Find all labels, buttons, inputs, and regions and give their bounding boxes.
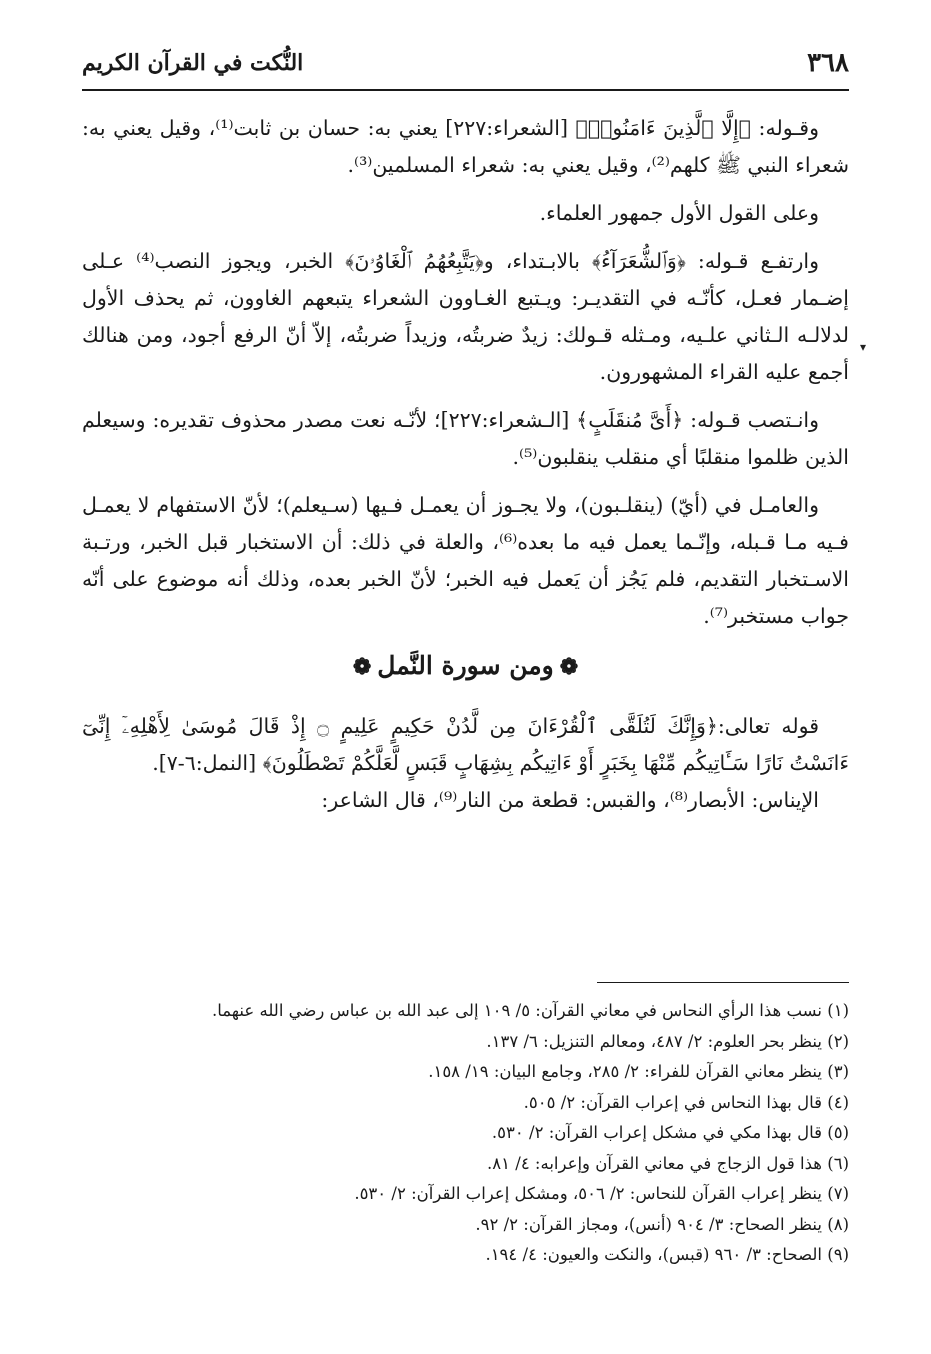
ornament-icon: ❁: [559, 654, 579, 680]
surah-title: ومن سورة النَّمل: [377, 651, 554, 680]
ornament-icon: ❁: [352, 654, 372, 680]
paragraph: وعلى القول الأول جمهور العلماء.: [539, 201, 819, 225]
footnote: (٧) ينظر إعراب القرآن للنحاس: ٢/ ٥٠٦، ومشكل إعراب القرآن: ٢/ ٥٣٠.: [354, 1184, 849, 1203]
header-divider: [82, 89, 849, 91]
footnote: (٩) الصحاح: ٣/ ٩٦٠ (قبس)، والنكت والعيون: ٤/ ١٩٤.: [485, 1245, 849, 1264]
footnote: (٦) هذا قول الزجاج في معاني القرآن وإعرابه: ٤/ ٨١.: [487, 1153, 849, 1173]
footnote: (٥) قال بهذا مكي في مشكل إعراب القرآن: ٢/ ٥٣٠.: [491, 1123, 849, 1142]
paragraph: قوله تعالى:﴿وَإِنَّكَ لَتُلَقَّى ٱلْقُرْءَانَ مِن لَّدُنْ حَكِيمٍ عَلِيمٍ ۝ إِذْ قَالَ مُوسَىٰ لِأَهْلِهِۦٓ إِنِّىٓ ءَانَسْتُ نَارًا سَـَٔاتِيكُم مِّنْهَا بِخَبَرٍ أَوْ ءَاتِيكُم بِشِهَابٍ قَبَسٍ لَّعَلَّكُمْ تَصْطَلُونَ﴾ [النمل:٦-٧].: [82, 714, 849, 775]
page-header: [82, 48, 849, 88]
footnote: (٤) قال بهذا النحاس في إعراب القرآن: ٢/ ٥٠٥.: [523, 1092, 849, 1112]
page-number: ٣٦٨: [807, 48, 849, 78]
footnote: (٨) ينظر الصحاح: ٣/ ٩٠٤ (أنس)، ومجاز القرآن: ٢/ ٩٢.: [475, 1214, 849, 1234]
running-title: النُّكت في القرآن الكريم: [82, 50, 304, 76]
paragraph: وقـوله: ﴿إِلَّا ٱلَّذِينَ ءَامَنُوا۟﴾ [الشعراء:٢٢٧] يعني به: حسان بن ثابت⁽¹⁾، وقيل يعني به: شعراء النبي ﷺ كلهم⁽²⁾، وقيل يعني به: شعراء المسلمين⁽³⁾.: [82, 116, 849, 177]
footnote: (٣) ينظر معاني القرآن للفراء: ٢/ ٢٨٥، وجامع البيان: ١٩/ ١٥٨.: [428, 1062, 849, 1081]
main-text: [82, 110, 849, 830]
footnote: (١) نسب هذا الرأي النحاس في معاني القرآن: ٥/ ١٠٩ إلى عبد الله بن عباس رضي الله عنهما.: [212, 1001, 849, 1020]
footnote: (٢) ينظر بحر العلوم: ٢/ ٤٨٧، ومعالم التنزيل: ٦/ ١٣٧.: [486, 1031, 849, 1051]
surah-heading: [82, 647, 849, 686]
paragraph: وارتفـع قـوله: ﴿وَٱلشُّعَرَآءُ﴾ بالابـتداء، و﴿يَتَّبِعُهُمُ ٱلْغَاوُۥنَ﴾ الخبر، ويجوز النصب⁽⁴⁾ عـلى إضـمار فعـل، كأنّـه في التقديـر: ويـتبع الغـاوون الشعراء يتبعهم الغاوون، ثم يحذف الأول لدلالـه الـثاني علـيه، ومـثله قـولك: زيدٌ ضربتُه، وزيداً ضربتُه، إلاّ أنّ الرفع أجود، ومن هنالك أجمع عليه القراء المشهورون.: [82, 249, 849, 384]
footnotes: [82, 996, 849, 1271]
margin-marker-icon: ▾: [860, 340, 867, 354]
paragraph: وانـتصب قـوله: ﴿أَىَّ مُنقَلَبٍ﴾ [الـشعراء:٢٢٧]؛ لأنّـه نعت مصدر محذوف تقديره: وسيعلم الذين ظلموا منقلبًا أي منقلب ينقلبون⁽⁵⁾.: [82, 408, 849, 469]
paragraph: الإيناس: الأبصار⁽⁸⁾، والقبس: قطعة من النار⁽⁹⁾، قال الشاعر:: [321, 788, 819, 812]
footnote-divider: [597, 982, 849, 983]
paragraph: والعامـل في (أيّ) (ينقلـبون)، ولا يجـوز أن يعمـل فـيها (سـيعلم)؛ لأنّ الاستفهام لا يعمـل فـيه مـا قـبله، وإنّـما يعمل فيه ما بعده⁽⁶⁾، والعلة في ذلك: أن الاستخبار قبل الخبر، ورتـبة الاسـتخبار التقديم، فلم يَجُز أن يَعمل فيه الخبر؛ لأنّ الخبر بعده، وذلك أنه موضوع على أنّه جواب مستخبر⁽⁷⁾.: [82, 493, 849, 628]
